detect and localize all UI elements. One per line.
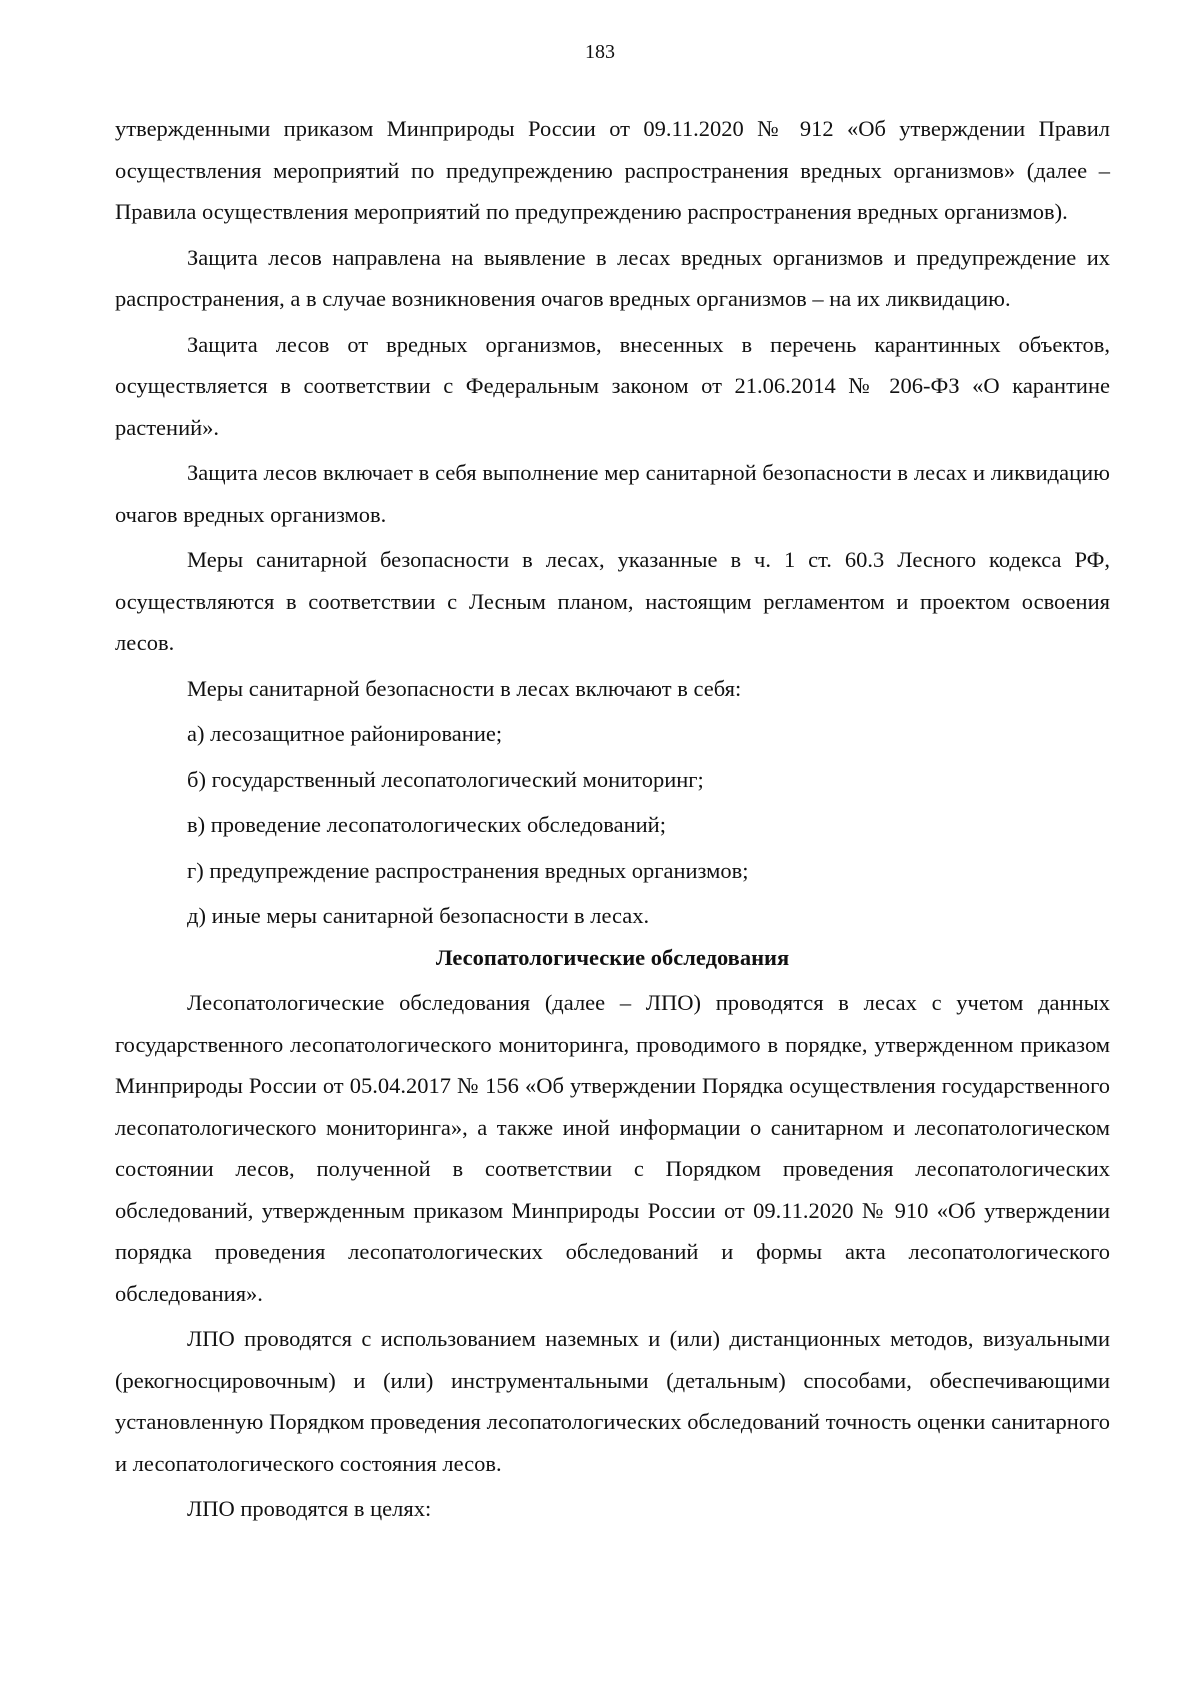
list-item: д) иные меры санитарной безопасности в лесах. xyxy=(187,903,650,928)
paragraph: Меры санитарной безопасности в лесах, указанные в ч. 1 ст. 60.3 Лесного кодекса РФ, осуществляются в соответствии с Лесным планом, настоящим регламентом и проектом освоения лесов. xyxy=(115,547,1110,655)
paragraph-continuation: утвержденными приказом Минприроды России от 09.11.2020 № 912 «Об утверждении Правил осуществления мероприятий по предупреждению распространения вредных организмов» (далее – Правила осуществления мероприятий по предупреждению распространения вредных организмов). xyxy=(115,116,1110,224)
paragraph: Защита лесов включает в себя выполнение мер санитарной безопасности в лесах и ликвидацию очагов вредных организмов. xyxy=(115,460,1110,527)
paragraph-list-intro: Меры санитарной безопасности в лесах включают в себя: xyxy=(187,675,742,701)
paragraph: Защита лесов направлена на выявление в лесах вредных организмов и предупреждение их распространения, а в случае возникновения очагов вредных организмов – на их ликвидацию. xyxy=(115,244,1110,311)
paragraph: ЛПО проводятся с использованием наземных и (или) дистанционных методов, визуальными (рекогносцировочным) и (или) инструментальными (детальным) способами, обеспечивающими установленную Порядком проведения лесопатологических обследований точность оценки санитарного и лесопатологического состояния лесов. xyxy=(115,1326,1110,1476)
paragraph: Защита лесов от вредных организмов, внесенных в перечень карантинных объектов, осуществляется в соответствии с Федеральным законом от 21.06.2014 № 206-ФЗ «О карантине растений». xyxy=(115,331,1110,440)
list-item: г) предупреждение распространения вредных организмов; xyxy=(187,857,749,883)
list-item: в) проведение лесопатологических обследований; xyxy=(187,812,666,837)
list-item: б) государственный лесопатологический мониторинг; xyxy=(187,766,704,792)
list-item: а) лесозащитное районирование; xyxy=(187,721,503,746)
page-number: 183 xyxy=(585,41,615,63)
paragraph: ЛПО проводятся в целях: xyxy=(187,1496,432,1521)
paragraph: Лесопатологические обследования (далее – ЛПО) проводятся в лесах с учетом данных государственного лесопатологического мониторинга, проводимого в порядке, утвержденном приказом Минприроды России от 05.04.2017 № 156 «Об утверждении Порядка осуществления государственного лесопатологического мониторинга», а также иной информации о санитарном и лесопатологическом состоянии лесов, полученной в соответствии с Порядком проведения лесопатологических обследований, утвержденным приказом Минприроды России от 09.11.2020 № 910 «Об утверждении порядка проведения лесопатологических обследований и формы акта лесопатологического обследования». xyxy=(115,990,1110,1306)
section-heading: Лесопатологические обследования xyxy=(435,944,790,970)
document-body xyxy=(115,108,1110,1530)
